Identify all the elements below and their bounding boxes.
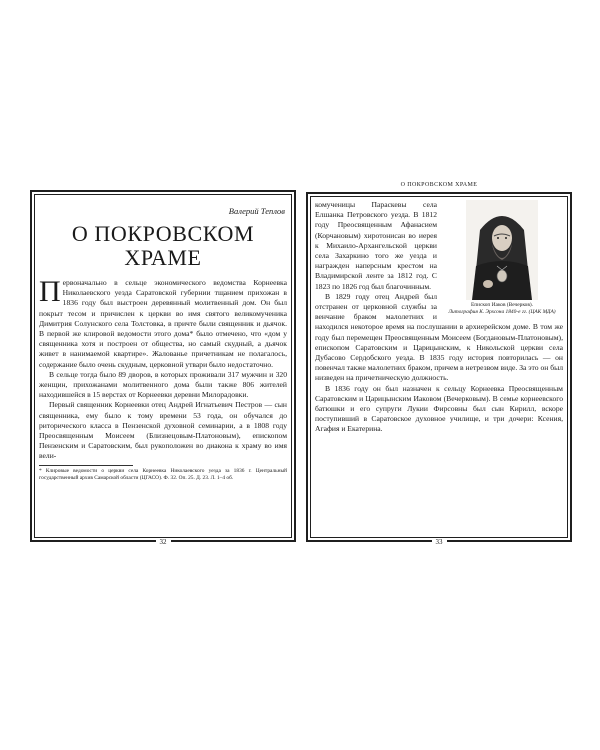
author-name: Валерий Теплов	[228, 206, 285, 216]
caption-text: Литография К. Эрхсона 1840-е гг. (ЦАК МДА)	[448, 308, 556, 315]
left-page-content	[39, 198, 287, 534]
portrait-figure	[441, 200, 563, 315]
running-header-text: О ПОКРОВСКОМ ХРАМЕ	[398, 182, 481, 188]
title-line-1: О ПОКРОВСКОМ	[71, 221, 255, 246]
footnote-separator	[39, 465, 133, 466]
drop-cap: П	[39, 275, 61, 308]
title-line-2: ХРАМЕ	[124, 245, 202, 270]
paragraph-1-text: ервоначально в сельце экономического ведомства Корнеевка Николаевского уезда Саратовской губернии тщанием прихожан в 1836 году был выстроен деревянный молитвенный дом. Он был покрыт тесом и причислен к церкви во имя святого великомученика Димитрия Солунского села Толстовка, в причте были священник и дьячок. В первой же клировой ведомости этого дома* было отмечено, что «дом у священника хотя и построен от общества, но самый скудный, а дьячок живет в нанимаемой квартире». Жалованье причетникам не полагалось, содержание было очень скудным, церковной утвари было недостаточно.	[39, 278, 287, 369]
right-page-number-text: 33	[432, 538, 447, 546]
bishop-portrait-image	[466, 200, 538, 300]
paragraph-1829: В 1829 году отец Андрей был отстранен от церковной службы за венчание браком малолетних и находился некоторое время на послушании в архиерейском доме. В том же году был перемещен Преосвященным Моисеем (Богдановым-Платоновым), епископом Саратовским и Царицынским, к Никольской церкви села Дубасово Сердобского уезда. В 1835 году история повторилась — он повенчал также малолетних браком, причем в нетрезвом виде. За это он был низведен на причетническую должность.	[315, 291, 563, 383]
left-page-frame	[30, 190, 296, 546]
paragraph-continued: комученицы Параскевы села Елшанка Петровского уезда. В 1812 году Преосвященным Афанасием (Корчановым) хиротонисан во иерея к Михаило-Архангельской церкви села Захаркино того же уезда и награжден наперсным крестом на Владимирской ленте за 1812 год. С 1823 по 1826 год был благочинным.	[315, 200, 437, 291]
paragraph-3: Первый священник Корнеевки отец Андрей Игнатьевич Пестров — сын священника, ему было к тому времени 53 года, он обучался до риторического класса в Пензенской духовной семинарии, а в 1808 году Преосвященным Моисеем (Близнецовым-Платоновым), епископом Пензенским и Саратовским, был рукоположен во диакона к храму во имя вели-	[39, 400, 287, 461]
paragraph-1	[39, 275, 287, 370]
right-page-number	[308, 534, 570, 546]
portrait-caption	[441, 302, 563, 315]
left-page-number	[32, 534, 294, 546]
right-page-frame	[306, 192, 572, 546]
footnote: * Клировые ведомости о церкви села Корнеевка Николаевского уезда за 1836 г. Центральный государственный архив Самарской области (ЦГАСО). Ф. 32. Оп. 25. Д. 23. Л. 1–4 об.	[39, 467, 287, 481]
left-page-number-text: 32	[156, 538, 171, 546]
left-page	[30, 178, 296, 554]
caption-name: Епископ Иаков (Вечерков).	[470, 302, 534, 308]
article-title	[39, 222, 287, 270]
right-page	[306, 178, 572, 554]
right-page-content	[315, 200, 563, 534]
paragraph-1836: В 1836 году он был назначен к сельцу Корнеевка Преосвященным Саратовским и Царицынским Иаковом (Вечерковым). В семье корнеевского батюшки и его супруги Лукии Фирсовны был сын Кирилл, вскоре поступивший в Саратовское духовное училище, и три дочери: Ксения, Агафия и Екатерина.	[315, 383, 563, 434]
running-header	[306, 182, 572, 189]
paragraph-2: В сельце тогда было 89 дворов, в которых проживали 317 мужчин и 320 женщин, прихожанами молитвенного дома были также 806 жителей находившейся в 15 верстах от Корнеевки деревни Милорадовки.	[39, 369, 287, 400]
